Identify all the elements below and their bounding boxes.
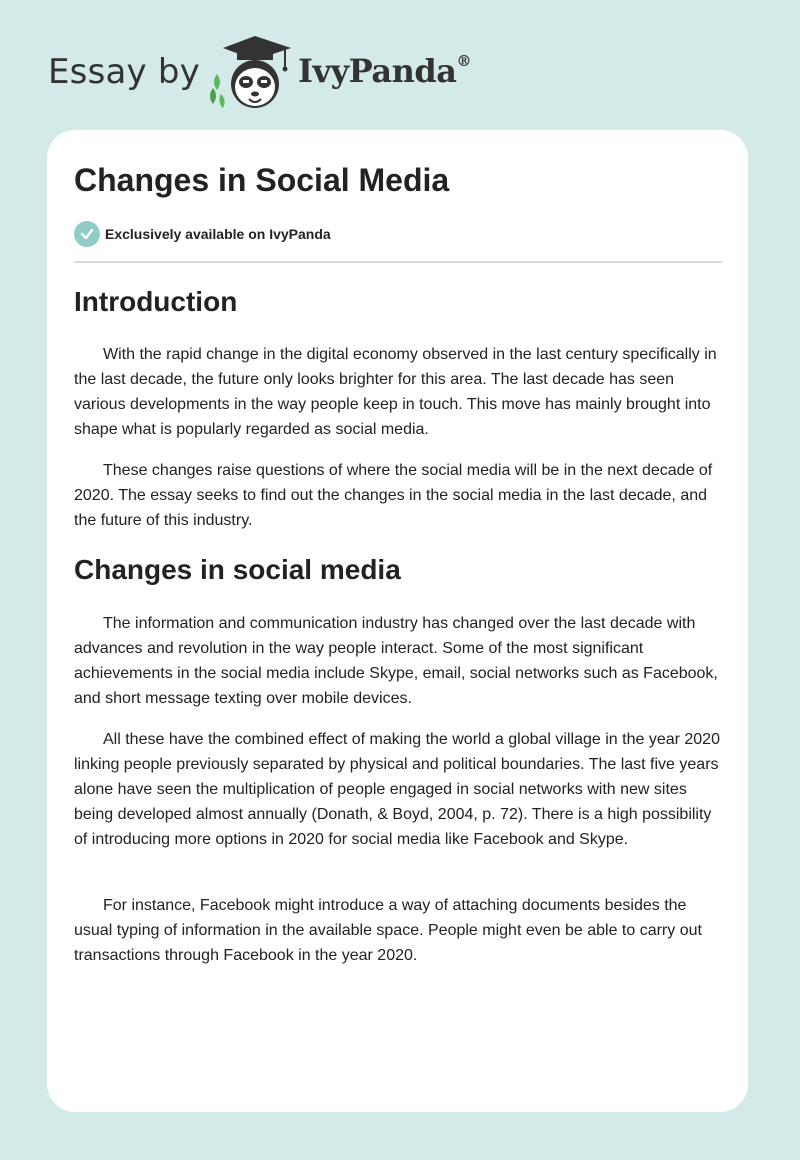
registered-mark: ®	[456, 52, 471, 71]
exclusive-label: Exclusively available on IvyPanda	[105, 226, 331, 242]
paragraph: The information and communication industry has changed over the last decade with advances and revolution in the way people interact. Some of the most significant achievements in the social media include Skype, email, social networks such as Facebook, and short message texting over mobile devices.	[74, 615, 718, 707]
paragraph: With the rapid change in the digital economy observed in the last century specifically in the last decade, the future only looks brighter for this area. The last decade has seen various developments in the way people keep in touch. This move has mainly brought into shape what is popularly regarded as social media.	[74, 346, 717, 438]
essay-card	[47, 130, 748, 1112]
panda-logo-icon[interactable]	[203, 34, 298, 114]
paragraph: All these have the combined effect of making the world a global village in the year 2020 linking people previously separated by physical and political boundaries. The last five years alone have seen the multiplication of people engaged in social networks with new sites being developed almost annually (Donath, & Boyd, 2004, p. 72). There is a high possibility of introducing more options in 2020 for social media like Facebook and Skype.	[74, 731, 720, 848]
exclusive-badge	[74, 221, 331, 247]
divider	[74, 261, 722, 263]
check-icon	[74, 221, 100, 247]
essay-by-label: Essay by	[48, 52, 200, 92]
section-heading-changes: Changes in social media	[74, 554, 401, 585]
page-title: Changes in Social Media	[74, 162, 450, 198]
brand-name[interactable]: IvyPanda®	[298, 52, 471, 90]
site-header	[48, 34, 568, 114]
paragraph: For instance, Facebook might introduce a way of attaching documents besides the usual typing of information in the available space. People might even be able to carry out transactions through Facebook in the year 2020.	[74, 897, 702, 964]
section-heading-introduction: Introduction	[74, 286, 238, 317]
paragraph: These changes raise questions of where the social media will be in the next decade of 2020. The essay seeks to find out the changes in the social media in the last decade, and the future of this industry.	[74, 462, 713, 529]
